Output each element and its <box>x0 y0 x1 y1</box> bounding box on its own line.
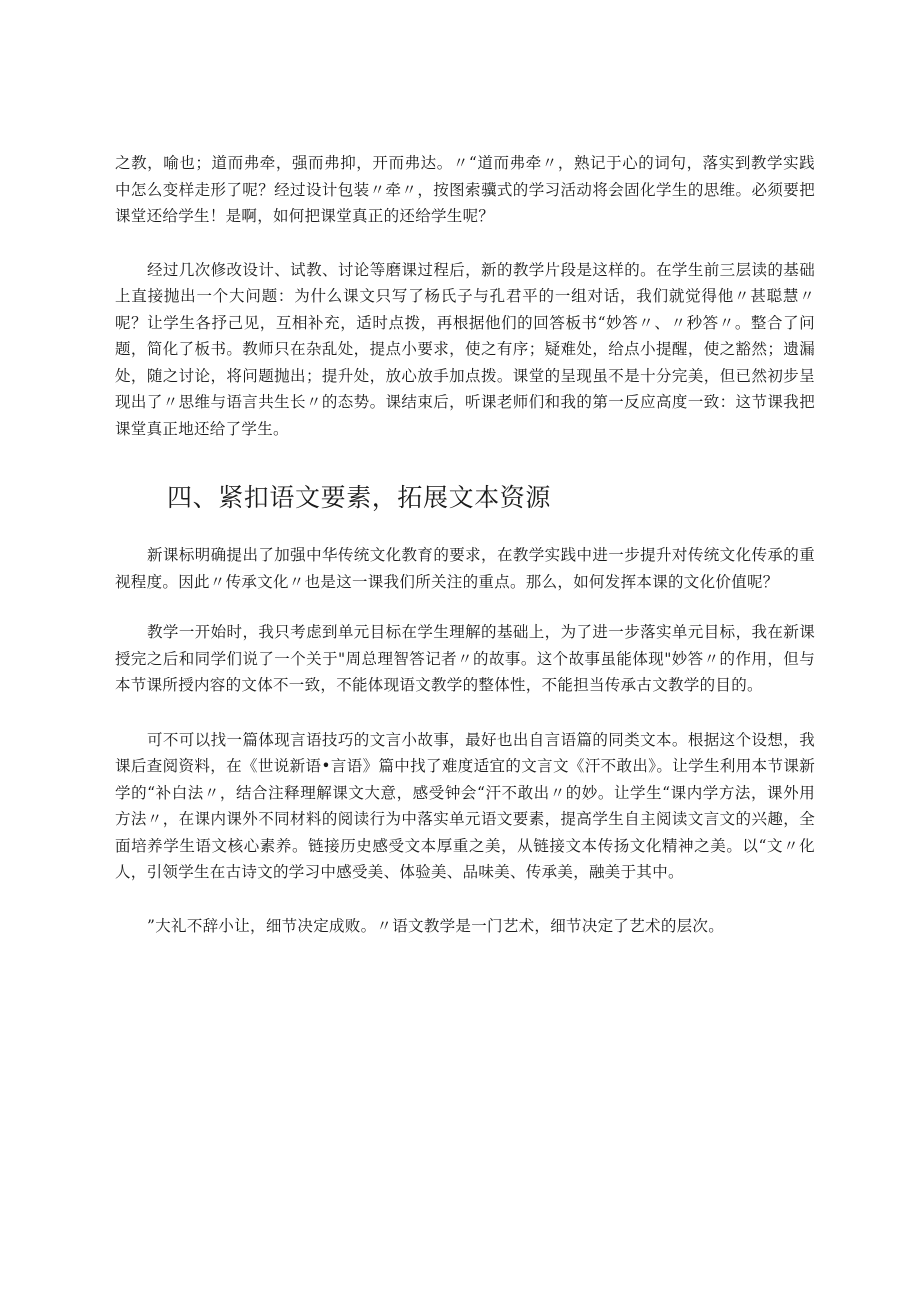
paragraph-extended-text: 可不可以找一篇体现言语技巧的文言小故事，最好也出自言语篇的同类文本。根据这个设想，我课后查阅资料，在《世说新语•言语》篇中找了难度适宜的文言文《汗不敢出》。让学生利用本节课新学的“补白法〃，结合注释理解课文大意，感受钟会“汗不敢出〃的妙。让学生“课内学方法，课外用方法〃，在课内课外不同材料的阅读行为中落实单元语文要素，提高学生自主阅读文言文的兴趣，全面培养学生语文核心素养。链接历史感受文本厚重之美，从链接文本传扬文化精神之美。以“文〃化人，引领学生在古诗文的学习中感受美、体验美、品味美、传承美，融美于其中。 <box>115 730 815 881</box>
paragraph-initial-approach: 教学一开始时，我只考虑到单元目标在学生理解的基础上，为了进一步落实单元目标，我在新课授完之后和同学们说了一个关于"周总理智答记者〃的故事。这个故事虽能体现"妙答〃的作用，但与本节课所授内容的文体不一致，不能体现语文教学的整体性，不能担当传承古文教学的目的。 <box>115 623 815 694</box>
section-heading: 四、紧扣语文要素，拓展文本资源 <box>167 483 552 512</box>
paragraph-curriculum-standard: 新课标明确提出了加强中华传统文化教育的要求，在教学实践中进一步提升对传统文化传承的重视程度。因此〃传承文化〃也是这一课我们所关注的重点。那么，如何发挥本课的文化价值呢？ <box>115 546 815 591</box>
paragraph-revised-lesson: 经过几次修改设计、试教、讨论等磨课过程后，新的教学片段是这样的。在学生前三层读的基础上直接抛出一个大问题：为什么课文只写了杨氏子与孔君平的一组对话，我们就觉得他〃甚聪慧〃呢？让学生各抒己见，互相补充，适时点拨，再根据他们的回答板书“妙答〃、〃秒答〃。整合了问题，简化了板书。教师只在杂乱处，提点小要求，使之有序；疑难处，给点小提醒，使之豁然；遗漏处，随之讨论，将问题抛出；提升处，放心放手加点拨。课堂的呈现虽不是十分完美，但已然初步呈现出了〃思维与语言共生长〃的态势。课结束后，听课老师们和我的第一反应高度一致：这节课我把课堂真正地还给了学生。 <box>115 260 815 438</box>
document-page <box>115 150 815 939</box>
paragraph-continuation: 之教，喻也；道而弗牵，强而弗抑，开而弗达。〃“道而弗牵〃，熟记于心的词句，落实到教学实践中怎么变样走形了呢？经过设计包装〃牵〃，按图索骥式的学习活动将会固化学生的思维。必须要把课堂还给学生！是啊，如何把课堂真正的还给学生呢？ <box>115 154 815 225</box>
paragraph-closing: ”大礼不辞小让，细节决定成败。〃语文教学是一门艺术，细节决定了艺术的层次。 <box>147 916 725 935</box>
